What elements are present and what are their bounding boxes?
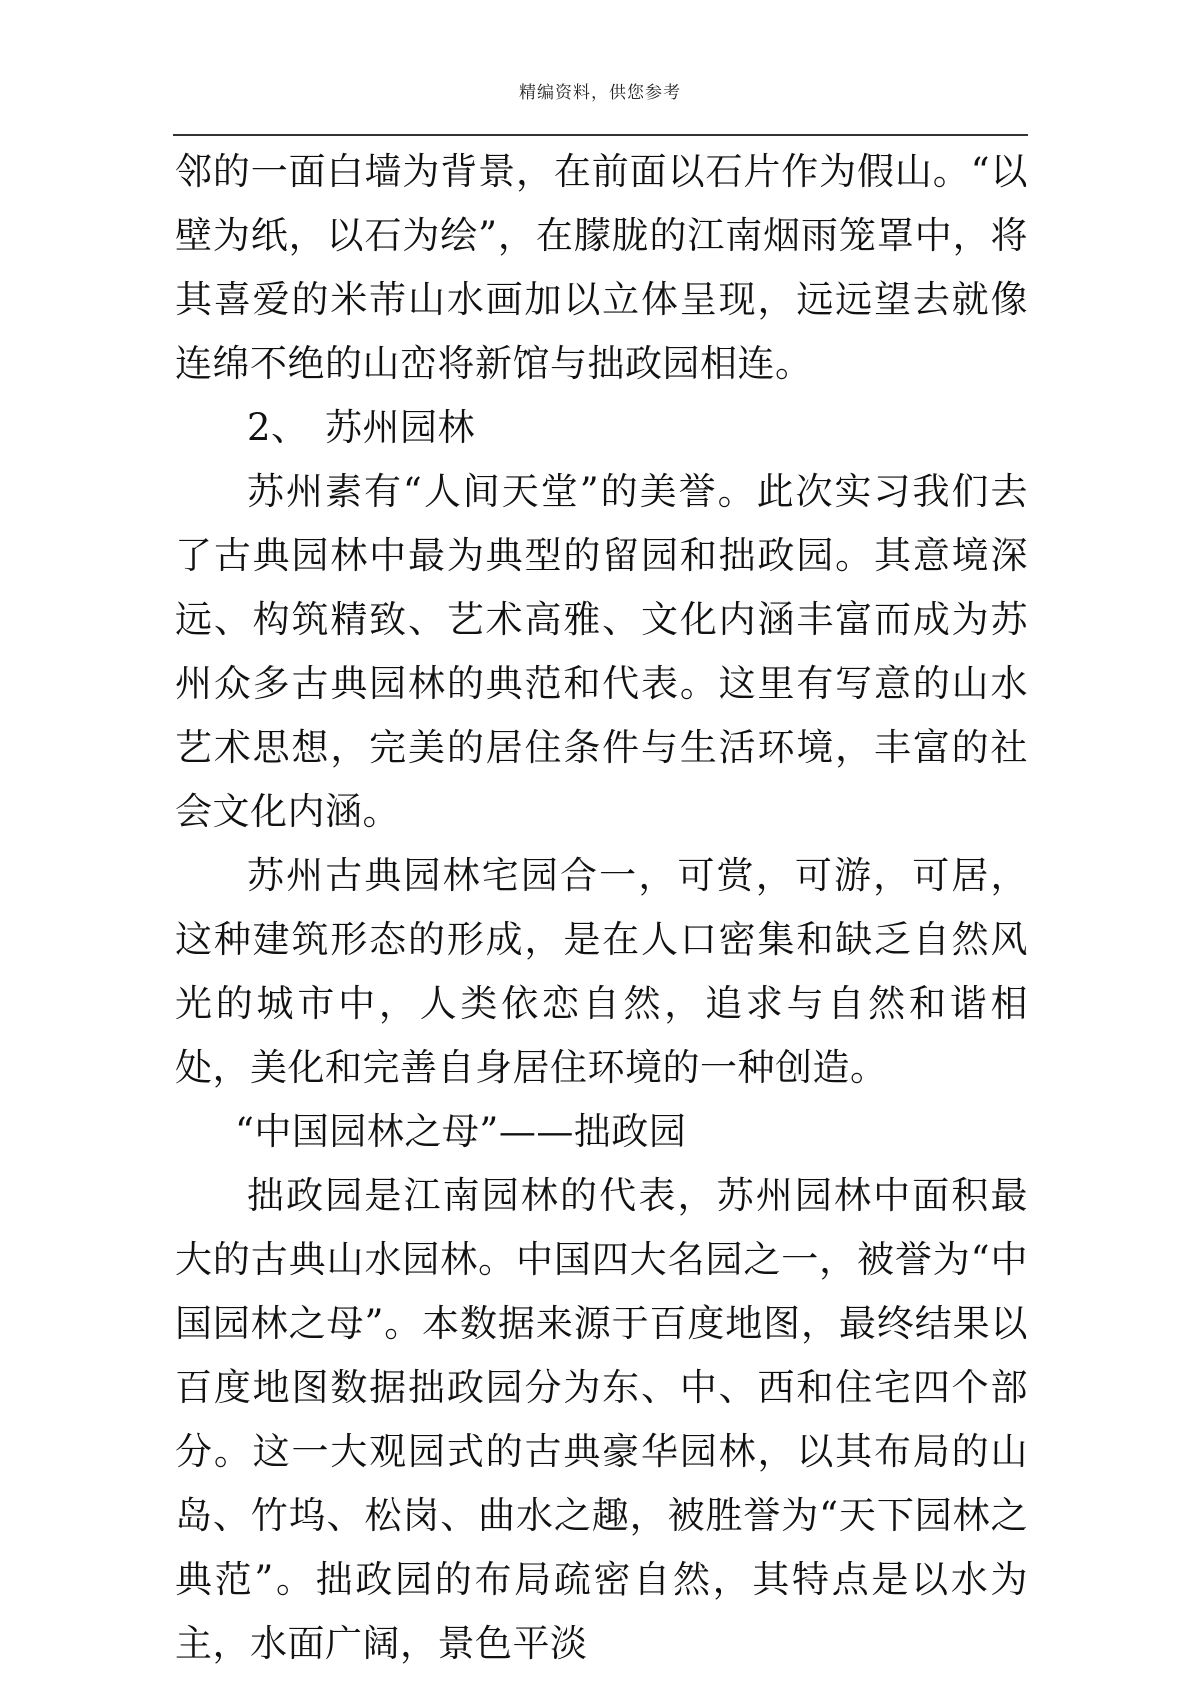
- paragraph-zhuozheng-garden: 拙政园是江南园林的代表，苏州园林中面积最大的古典山水园林。中国四大名园之一，被誉为“中国园林之母”。本数据来源于百度地图，最终结果以百度地图数据拙政园分为东、中、西和住宅四个部分。这一大观园式的古典豪华园林，以其布局的山岛、竹坞、松岗、曲水之趣，被胜誉为“天下园林之典范”。拙政园的布局疏密自然，其特点是以水为主，水面广阔，景色平淡: [175, 1174, 1028, 1665]
- section-title: 苏州园林: [325, 406, 475, 449]
- subsection-title: “中国园林之母”——拙政园: [235, 1110, 687, 1153]
- page-header: 精编资料，供您参考: [519, 83, 681, 103]
- header-divider: [173, 134, 1028, 136]
- paragraph-suzhou-residence: 苏州古典园林宅园合一，可赏，可游，可居，这种建筑形态的形成，是在人口密集和缺乏自然风光的城市中，人类依恋自然，追求与自然和谐相处，美化和完善自身居住环境的一种创造。: [175, 854, 1028, 1089]
- paragraph-suzhou-intro: 苏州素有“人间天堂”的美誉。此次实习我们去了古典园林中最为典型的留园和拙政园。其意境深远、构筑精致、艺术高雅、文化内涵丰富而成为苏州众多古典园林的典范和代表。这里有写意的山水艺术思想，完美的居住条件与生活环境，丰富的社会文化内涵。: [175, 470, 1028, 833]
- document-body: [175, 140, 1028, 1676]
- paragraph-continued: 邻的一面白墙为背景，在前面以石片作为假山。“以壁为纸，以石为绘”，在朦胧的江南烟雨笼罩中，将其喜爱的米芾山水画加以立体呈现，远远望去就像连绵不绝的山峦将新馆与拙政园相连。: [175, 150, 1028, 385]
- section-number: 2、: [247, 406, 309, 449]
- section-heading: [175, 396, 1028, 460]
